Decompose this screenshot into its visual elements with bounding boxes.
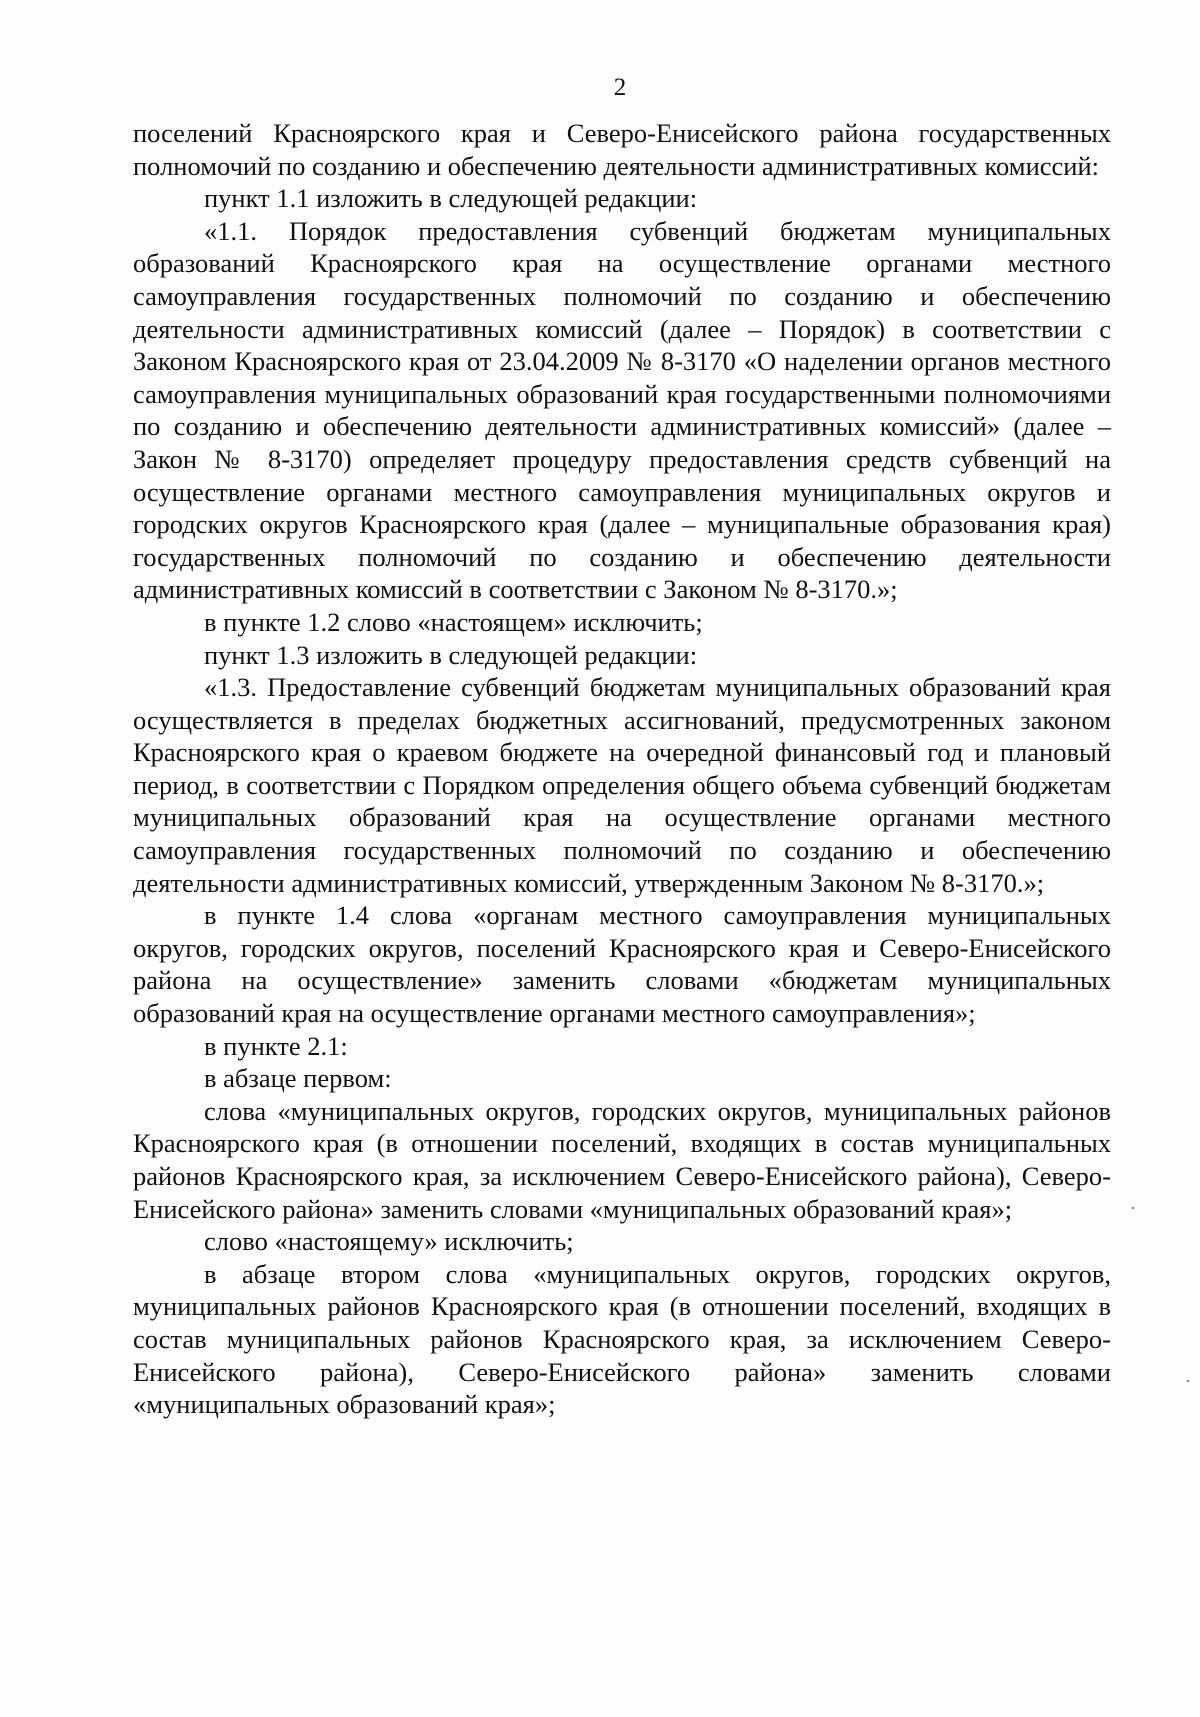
paragraph-continuation: поселений Красноярского края и Северо-Енисейского района государственных полномочий по созданию и обеспечению деятельности административных комиссий:	[133, 118, 1111, 181]
scan-speck	[1187, 1380, 1189, 1382]
paragraph-item-2-1: в пункте 2.1:	[204, 1030, 348, 1061]
paragraph-item-1-3-text: «1.3. Предоставление субвенций бюджетам муниципальных образований края осуществляется в пределах бюджетных ассигнований, предусмотренных законом Красноярского края о краевом бюджете на очередной финансовый год и плановый период, в соответствии с Порядком определения общего объема субвенций бюджетам муниципальных образований края на осуществление органами местного самоуправления государственных полномочий по созданию и обеспечению деятельности административных комиссий, утвержденным Законом № 8-3170.»;	[133, 672, 1111, 898]
paragraph-item-1-1-text: «1.1. Порядок предоставления субвенций бюджетам муниципальных образований Красноярского края на осуществление органами местного самоуправления государственных полномочий по созданию и обеспечению деятельности административных комиссий (далее – Порядок) в соответствии с Законом Красноярского края от 23.04.2009 № 8-3170 «О наделении органов местного самоуправления муниципальных образований края государственными полномочиями по созданию и обеспечению деятельности административных комиссий» (далее – Закон № 8-3170) определяет процедуру предоставления средств субвенций на осуществление органами местного самоуправления муниципальных округов и городских округов Красноярского края (далее – муниципальные образования края) государственных полномочий по созданию и обеспечению деятельности административных комиссий в соответствии с Законом № 8-3170.»;	[133, 215, 1111, 605]
page-number: 2	[613, 74, 627, 101]
scan-speck	[1132, 1207, 1134, 1209]
paragraph-first-abzac: в абзаце первом:	[204, 1063, 392, 1094]
paragraph-words-replace: слова «муниципальных округов, городских округов, муниципальных районов Красноярского края (в отношении поселений, входящих в состав муниципальных районов Красноярского края, за исключением Северо-Енисейского района), Северо-Енисейского района» заменить словами «муниципальных образований края»;	[133, 1095, 1111, 1224]
paragraph-word-remove: слово «настоящему» исключить;	[204, 1226, 574, 1257]
paragraph-item-1-2: в пункте 1.2 слово «настоящем» исключить;	[204, 606, 703, 637]
document-body	[133, 117, 1111, 1421]
paragraph-second-abzac: в абзаце втором слова «муниципальных округов, городских округов, муниципальных районов Красноярского края (в отношении поселений, входящих в состав муниципальных районов Красноярского края, за исключением Северо-Енисейского района), Северо-Енисейского района» заменить словами «муниципальных образований края»;	[133, 1258, 1111, 1420]
paragraph-item-1-1-intro: пункт 1.1 изложить в следующей редакции:	[204, 183, 698, 214]
paragraph-item-1-3-intro: пункт 1.3 изложить в следующей редакции:	[204, 639, 698, 670]
paragraph-item-1-4: в пункте 1.4 слова «органам местного самоуправления муниципальных округов, городских округов, поселений Красноярского края и Северо-Енисейского района на осуществление» заменить словами «бюджетам муниципальных образований края на осуществление органами местного самоуправления»;	[133, 900, 1111, 1029]
